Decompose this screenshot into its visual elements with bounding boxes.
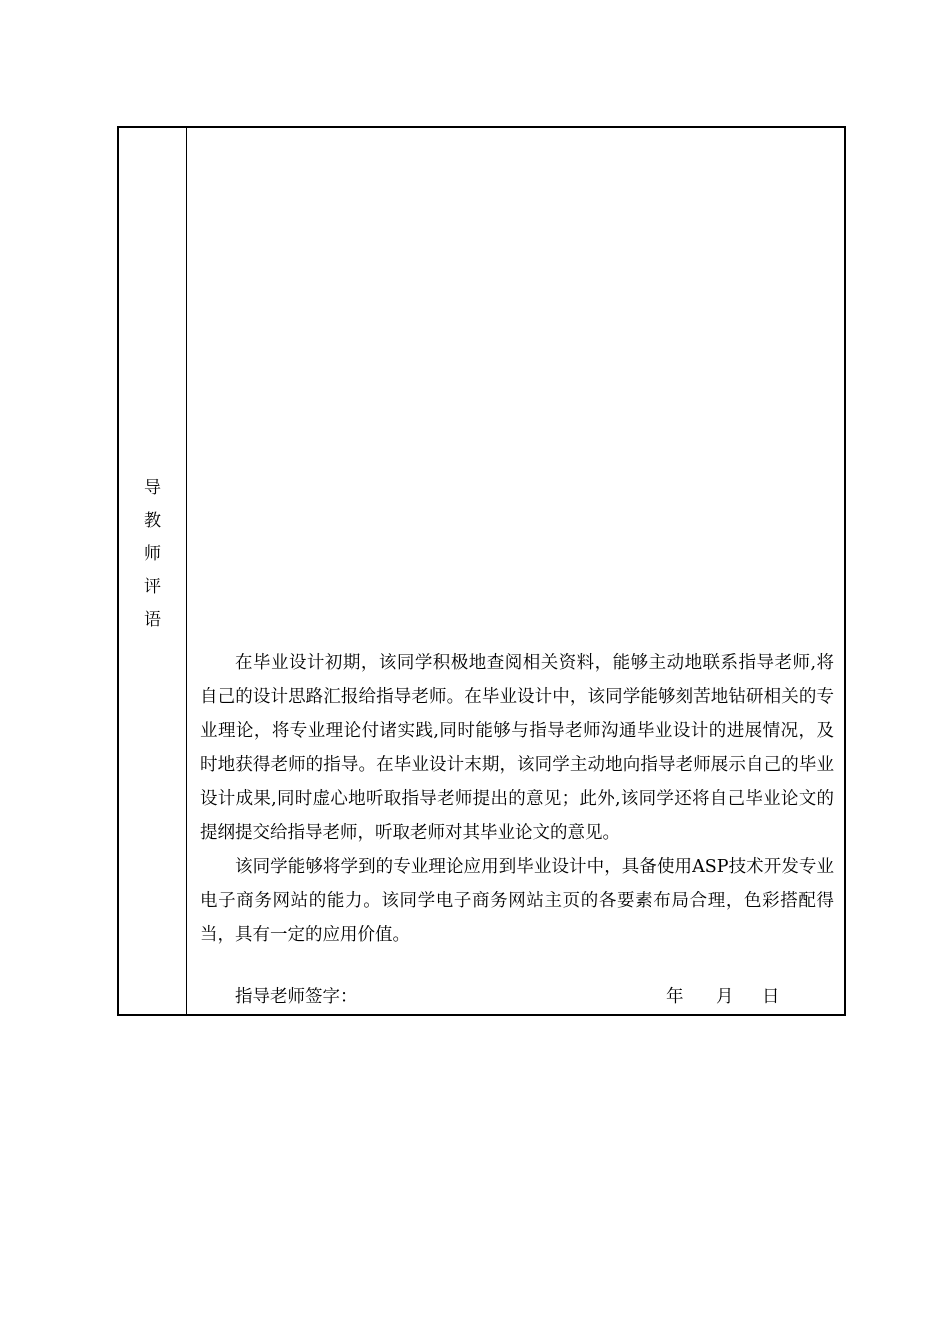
label-cell xyxy=(119,128,187,1014)
label-char: 师 xyxy=(144,544,161,564)
evaluation-table xyxy=(117,126,846,1016)
date-month-label: 月 xyxy=(716,987,734,1007)
comment-paragraph-2: 该同学能够将学到的专业理论应用到毕业设计中，具备使用ASP技术开发专业电子商务网站的能力。该同学电子商务网站主页的各要素布局合理，色彩搭配得当，具有一定的应用价值。 xyxy=(200,857,834,945)
label-char: 语 xyxy=(144,610,161,630)
date-year-label: 年 xyxy=(666,987,684,1007)
label-char: 教 xyxy=(144,511,161,531)
section-label xyxy=(119,472,186,637)
advisor-comment xyxy=(200,646,834,952)
comment-paragraph-1: 在毕业设计初期，该同学积极地查阅相关资料，能够主动地联系指导老师,将自己的设计思路汇报给指导老师。在毕业设计中，该同学能够刻苦地钻研相关的专业理论，将专业理论付诸实践,同时能够与指导老师沟通毕业设计的进展情况，及时地获得老师的指导。在毕业设计末期，该同学主动地向指导老师展示自己的毕业设计成果,同时虚心地听取指导老师提出的意见；此外,该同学还将自己毕业论文的提纲提交给指导老师，听取老师对其毕业论文的意见。 xyxy=(200,653,834,843)
signature-label: 指导老师签字： xyxy=(235,987,358,1007)
content-cell xyxy=(187,128,844,1014)
label-char: 评 xyxy=(144,577,161,597)
label-char: 导 xyxy=(144,478,161,498)
signature-row xyxy=(200,980,834,1014)
date-day-label: 日 xyxy=(762,987,780,1007)
